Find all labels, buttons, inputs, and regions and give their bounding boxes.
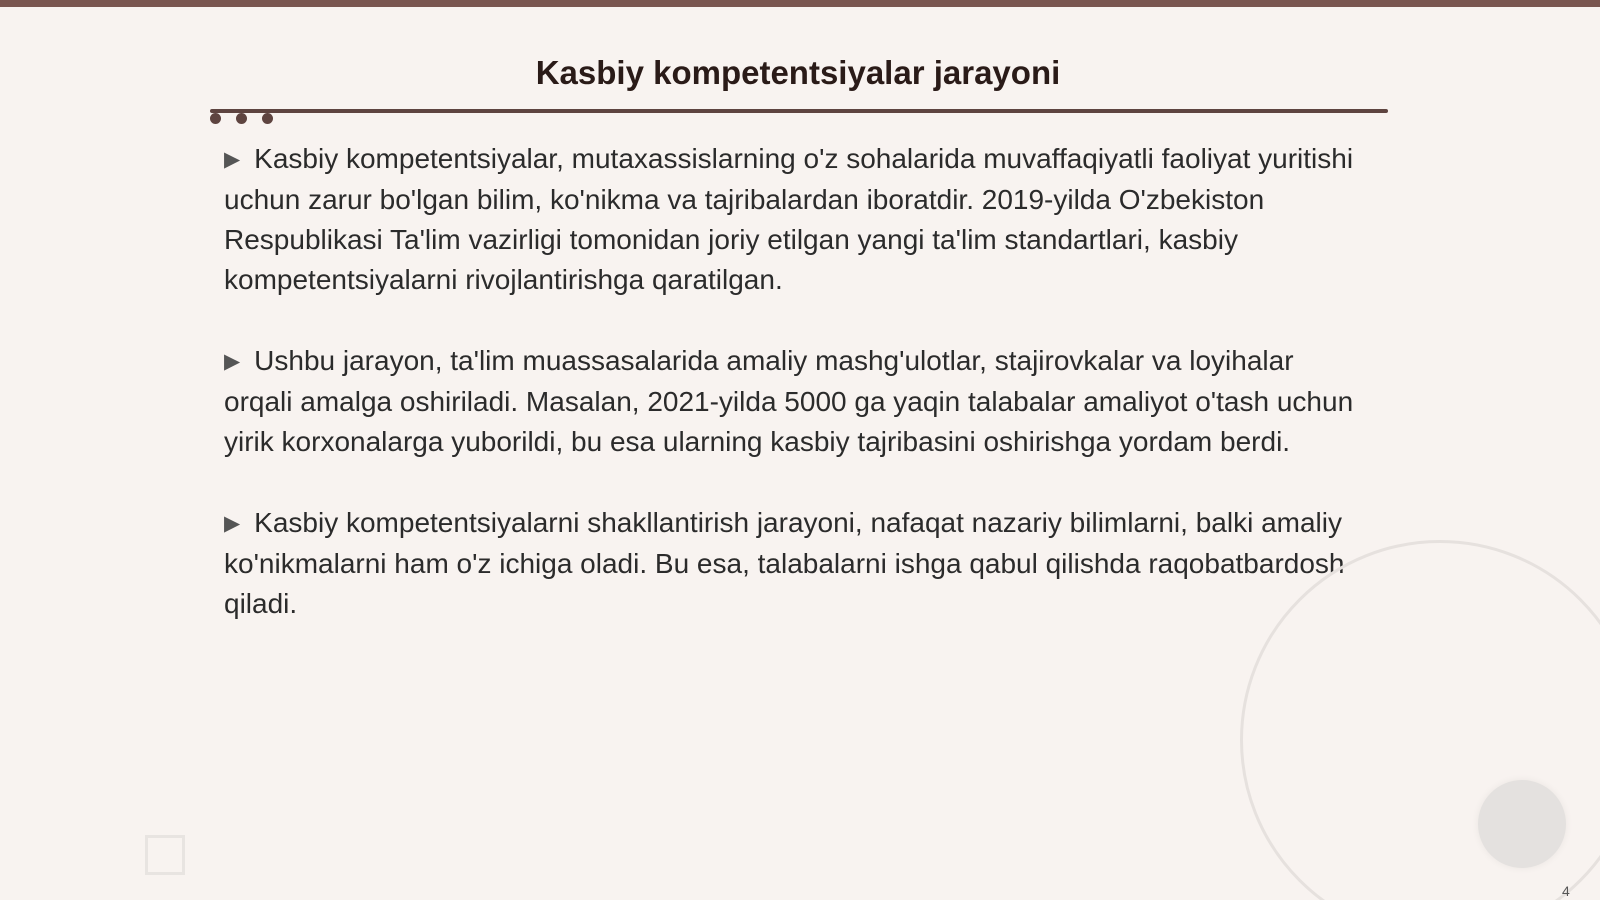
bullet-arrow-icon: ▶ — [224, 512, 241, 535]
bullet-text: Kasbiy kompetentsiyalar, mutaxassislarning o'z sohalarida muvaffaqiyatli faoliyat yuritishi uchun zarur bo'lgan bilim, ko'nikma va tajribalardan iboratdir. 2019-yilda O'zbekiston Respublikasi Ta'lim vazirligi tomonidan joriy etilgan yangi ta'lim standartlari, kasbiy kompetentsiyalarni rivojlantirishga qaratilgan. — [224, 143, 1354, 295]
page-number: 4 — [1562, 883, 1570, 899]
top-accent-bar — [0, 0, 1600, 7]
bullet-text: Ushbu jarayon, ta'lim muassasalarida amaliy mashg'ulotlar, stajirovkalar va loyihalar orqali amalga oshiriladi. Masalan, 2021-yilda 5000 ga yaqin talabalar amaliyot o'tash uchun yirik korxonalarga yuborildi, bu esa ularning kasbiy tajribasini oshirishga yordam berdi. — [224, 345, 1354, 457]
bullet-paragraph — [224, 341, 1354, 462]
bullet-paragraph — [224, 503, 1354, 624]
bullet-text: Kasbiy kompetentsiyalarni shakllantirish jarayoni, nafaqat nazariy bilimlarni, balki amaliy ko'nikmalarni ham o'z ichiga oladi. Bu esa, talabalarni ishga qabul qilishda raqobatbardosh qiladi. — [224, 507, 1345, 619]
title-underline — [210, 109, 1388, 113]
bullet-arrow-icon: ▶ — [224, 148, 241, 171]
decorative-dot — [210, 113, 221, 124]
decorative-square — [145, 835, 185, 875]
bullet-paragraph — [224, 139, 1354, 300]
slide-title: Kasbiy kompetentsiyalar jarayoni — [535, 54, 1061, 91]
slide-body — [224, 139, 1354, 665]
bullet-arrow-icon: ▶ — [224, 350, 241, 373]
decorative-circle — [1478, 780, 1566, 868]
decorative-dot — [262, 113, 273, 124]
decorative-dot — [236, 113, 247, 124]
